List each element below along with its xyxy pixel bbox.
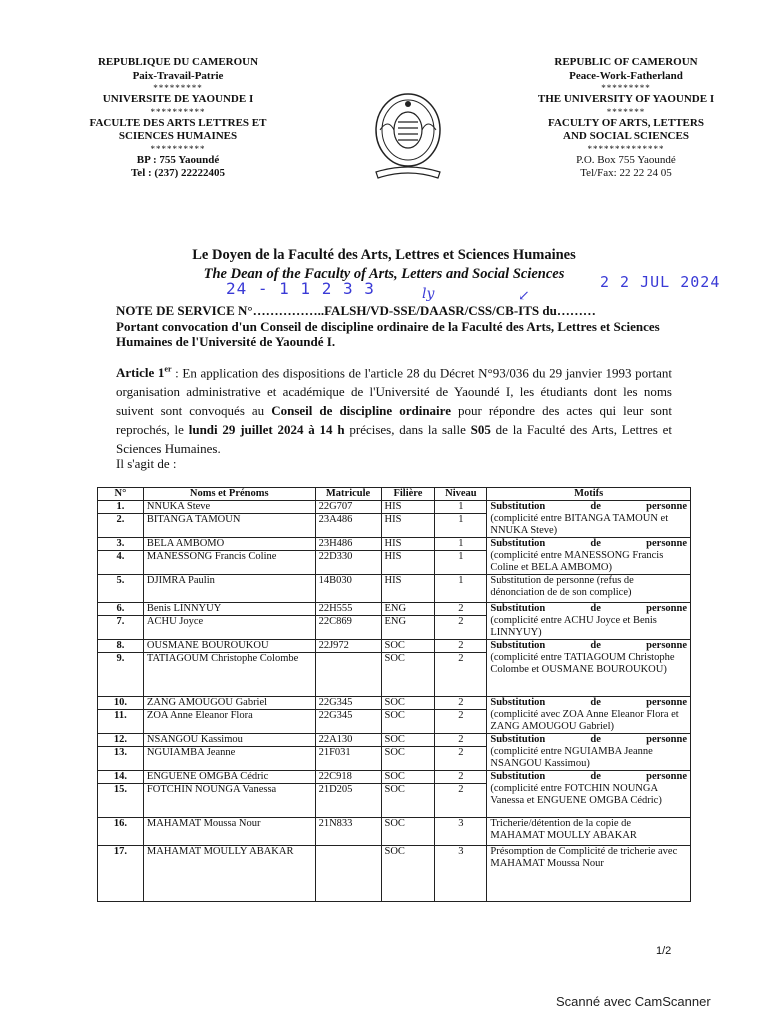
- table-row: 4. MANESSONG Francis Coline 22D330 HIS 1: [98, 551, 691, 575]
- university-en: THE UNIVERSITY OF YAOUNDE I: [537, 93, 715, 105]
- handwritten-check-mark: ↙: [518, 288, 530, 304]
- table-row: 13. NGUIAMBA Jeanne 21F031 SOC 2: [98, 747, 691, 771]
- motto-fr: Paix-Travail-Patrie: [132, 69, 224, 82]
- students-table: [97, 487, 691, 902]
- col-header-filiere: Filière: [381, 488, 435, 501]
- motif-cell: Tricherie/détention de la copie de MAHAMAT MOULLY ABAKAR: [487, 818, 691, 846]
- stars-separator: **********: [150, 143, 206, 154]
- motif-cell: Substitution de personne (complicité entre ACHU Joyce et Benis LINNYUY): [487, 603, 691, 640]
- table-row: 11. ZOA Anne Eleanor Flora 22G345 SOC 2: [98, 710, 691, 734]
- handwritten-initial-mark: ly: [422, 286, 435, 302]
- country-fr: REPUBLIQUE DU CAMEROUN: [97, 56, 259, 68]
- scanner-watermark: Scanné avec CamScanner: [556, 994, 711, 1009]
- motif-cell: Substitution de personne (complicité entre NGUIAMBA Jeanne NSANGOU Kassimou): [487, 734, 691, 771]
- article-1: Article 1er : En application des dispositions de l'article 28 du Décret N°93/036 du 29 janvier 1993 portant organisation administrative et académique de l'Université de Yaoundé I, les étudiants dont les noms suivent sont convoqués au Conseil de discipline ordinaire pour répondre des actes qui leur sont reprochés, le lundi 29 juillet 2024 à 14 h précises, dans la salle S05 de la Faculté des Arts, Lettres et Sciences Humaines.: [116, 365, 673, 457]
- tel-fax: Tel/Fax: 22 22 24 05: [580, 167, 672, 179]
- list-intro: Il s'agit de :: [116, 456, 177, 471]
- motif-cell: Présomption de Complicité de tricherie avec MAHAMAT Moussa Nour: [487, 846, 691, 902]
- table-row: 15. FOTCHIN NOUNGA Vanessa 21D205 SOC 2: [98, 784, 691, 818]
- university-fr: UNIVERSITE DE YAOUNDE I: [102, 93, 254, 105]
- faculty-fr-line1: FACULTE DES ARTS LETTRES ET: [89, 116, 267, 129]
- stars-separator: **********: [150, 106, 206, 117]
- table-row: 3. BELA AMBOMO 23H486 HIS 1 Substitution de personne (complicité entre MANESSONG Francis Coline et BELA AMBOMO): [98, 538, 691, 551]
- stamp-number: 24 - 1 1 2 3 3: [226, 279, 375, 298]
- dean-title-en: The Dean of the Faculty of Arts, Letters and Social Sciences: [203, 266, 565, 282]
- col-header-number: N°: [98, 488, 144, 501]
- motif-cell: Substitution de personne (complicité entre FOTCHIN NOUNGA Vanessa et ENGUENE OMGBA Cédric): [487, 771, 691, 818]
- col-header-matricule: Matricule: [315, 488, 381, 501]
- page-number: 1/2: [656, 945, 672, 957]
- table-row: 17. MAHAMAT MOULLY ABAKAR SOC 3 Présomption de Complicité de tricherie avec MAHAMAT Moussa Nour: [98, 846, 691, 902]
- note-number-line: NOTE DE SERVICE N°……………..FALSH/VD-SSE/DAASR/CSS/CB-ITS du………: [116, 303, 596, 318]
- stars-separator: *********: [601, 83, 651, 93]
- table-row: 8. OUSMANE BOUROUKOU 22J972 SOC 2 Substitution de personne (complicité entre TATIAGOUM Christophe Colombe et OUSMANE BOUROUKOU): [98, 640, 691, 653]
- stars-separator: *******: [606, 106, 646, 117]
- col-header-niveau: Niveau: [435, 488, 487, 501]
- faculty-en-line1: FACULTY OF ARTS, LETTERS: [548, 116, 704, 129]
- col-header-name: Noms et Prénoms: [143, 488, 315, 501]
- header-right: [520, 56, 732, 181]
- table-row: 2. BITANGA TAMOUN 23A486 HIS 1: [98, 514, 691, 538]
- table-header-row: [98, 488, 691, 501]
- table-row: 1. NNUKA Steve 22G707 HIS 1 Substitution de personne (complicité entre BITANGA TAMOUN et NNUKA Steve): [98, 501, 691, 514]
- motif-cell: Substitution de personne (complicité entre TATIAGOUM Christophe Colombe et OUSMANE BOUROUKOU): [487, 640, 691, 697]
- note-de-service: [116, 303, 696, 350]
- motif-cell: Substitution de personne (complicité avec ZOA Anne Eleanor Flora et ZANG AMOUGOU Gabriel): [487, 697, 691, 734]
- header-left: [72, 56, 284, 181]
- bp-address: BP : 755 Yaoundé: [136, 153, 220, 166]
- motto-en: Peace-Work-Fatherland: [569, 69, 683, 82]
- dean-title-fr: Le Doyen de la Faculté des Arts, Lettres et Sciences Humaines: [192, 247, 576, 263]
- table-row: 7. ACHU Joyce 22C869 ENG 2: [98, 616, 691, 640]
- stars-separator: *********: [153, 83, 203, 93]
- table-row: 5. DJIMRA Paulin 14B030 HIS 1 Substitution de personne (refus de dénonciation de de son complice): [98, 575, 691, 603]
- po-box: P.O. Box 755 Yaoundé: [576, 153, 676, 166]
- table-row: 10. ZANG AMOUGOU Gabriel 22G345 SOC 2 Substitution de personne (complicité avec ZOA Anne Eleanor Flora et ZANG AMOUGOU Gabriel): [98, 697, 691, 710]
- stamp-date: 2 2 JUL 2024: [600, 273, 721, 291]
- country-en: REPUBLIC OF CAMEROUN: [554, 56, 698, 68]
- note-subject: Portant convocation d'un Conseil de discipline ordinaire de la Faculté des Arts, Lettres et Sciences Humaines de l'Université de Yaoundé I.: [116, 318, 660, 349]
- faculty-fr-line2: SCIENCES HUMAINES: [118, 130, 238, 142]
- col-header-motifs: Motifs: [487, 488, 691, 501]
- motif-cell: Substitution de personne (refus de dénonciation de de son complice): [487, 575, 691, 603]
- table-row: 12. NSANGOU Kassimou 22A130 SOC 2 Substitution de personne (complicité entre NGUIAMBA Jeanne NSANGOU Kassimou): [98, 734, 691, 747]
- motif-cell: Substitution de personne (complicité entre BITANGA TAMOUN et NNUKA Steve): [487, 501, 691, 538]
- stars-separator: **************: [587, 143, 665, 154]
- motif-cell: Substitution de personne (complicité entre MANESSONG Francis Coline et BELA AMBOMO): [487, 538, 691, 575]
- table-row: 6. Benis LINNYUY 22H555 ENG 2 Substitution de personne (complicité entre ACHU Joyce et Benis LINNYUY): [98, 603, 691, 616]
- tel-fr: Tel : (237) 22222405: [130, 167, 225, 179]
- university-seal-icon: [368, 88, 448, 193]
- table-row: 16. MAHAMAT Moussa Nour 21N833 SOC 3 Tricherie/détention de la copie de MAHAMAT MOULLY ABAKAR: [98, 818, 691, 846]
- faculty-en-line2: AND SOCIAL SCIENCES: [563, 130, 689, 142]
- table-row: 9. TATIAGOUM Christophe Colombe SOC 2: [98, 653, 691, 697]
- table-row: 14. ENGUENE OMGBA Cédric 22C918 SOC 2 Substitution de personne (complicité entre FOTCHIN NOUNGA Vanessa et ENGUENE OMGBA Cédric): [98, 771, 691, 784]
- article-label: Article 1er: [116, 365, 172, 381]
